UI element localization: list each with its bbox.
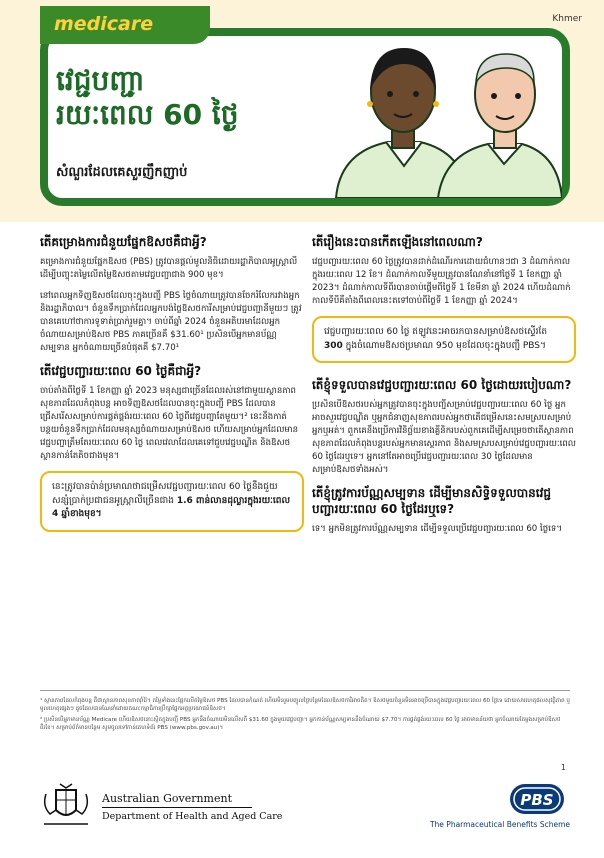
- australian-government-crest-icon: [40, 780, 92, 830]
- paragraph-pbs-funding: គម្រោងការជំនួយផ្នែកឱសថ (PBS) ត្រូវបានផ្ដល់មូលនិធិដោយរដ្ឋាភិបាលអូស្ត្រាលី ដើម្បីបញ្ចុះតម្លៃលើតម្លៃឱសថតាមវេជ្ជបញ្ជាជាង 900 មុខ។: [40, 257, 298, 280]
- page-subtitle: សំណួរដែលគេសួរញឹកញាប់: [56, 165, 188, 180]
- language-tag: Khmer: [552, 14, 582, 24]
- pbs-scheme-name: The Pharmaceutical Benefits Scheme: [429, 820, 570, 829]
- pbs-logo-text: PBS: [520, 791, 554, 809]
- title-line-1: វេជ្ជបញ្ជា: [56, 64, 145, 97]
- callout-medicines-count-value: 300: [324, 340, 343, 351]
- footnote-1: ¹ ស្ថានភាពដែលកំពុងបន្ត គឺជាស្ថានភាពសុខភាពរ៉ាំរ៉ៃ។ តម្លៃទាំងនេះផ្អែកលើតម្លៃឱសថ PBS ដែលបានកំណត់ ហើយមិនរួមបញ្ចូលថ្លៃបន្ថែមដែលឱសថការីអាចគិត។ ឱសថមួយចំនួនមិនអាចប្រើបានក្នុងវេជ្ជបញ្ជារយៈពេល 60 ថ្ងៃទេ ដោយសារហេតុផលសុវត្ថិភាព ឬមូលហេតុផ្សេងៗ ដូចដែលបានណែនាំដោយគណៈកម្មាធិការប្រឹក្សាផ្នែកអត្ថប្រយោជន៍ឱសថ។: [40, 698, 570, 712]
- heading-what-is-60-day: តើវេជ្ជបញ្ជារយៈពេល 60 ថ្ងៃគឺជាអ្វី?: [40, 364, 202, 378]
- callout-medicines-tail: ក្នុងចំណោមឱសថប្រមាណ 950 មុខដែលចុះក្នុងបញ្ជី PBS។: [345, 340, 546, 351]
- man-illustration: [438, 54, 562, 198]
- paragraph-stages: វេជ្ជបញ្ជារយៈពេល 60 ថ្ងៃត្រូវបានដាក់ដំណើរការដោយជំហានៗជា 3 ដំណាក់កាលក្នុងរយៈពេល 12 ខែ។ ដំណាក់កាលទីមួយត្រូវបានណែនាំនៅថ្ងៃទី 1 ខែកញ្ញា ឆ្នាំ 2023។ ដំណាក់កាលទីពីរបានចាប់ផ្ដើមពីថ្ងៃទី 1 ខែមីនា ឆ្នាំ 2024 ហើយដំណាក់កាលទីបីគឺតាំងពីពេលនេះតទៅចាប់ពីថ្ងៃទី 1 ខែកញ្ញា ឆ្នាំ 2024។: [312, 257, 571, 306]
- title-line-2: រយៈពេល 60 ថ្ងៃ: [56, 98, 239, 131]
- callout-savings: [40, 471, 304, 532]
- left-column: [40, 234, 304, 546]
- heading-what-is-pbs: តើគម្រោងការជំនួយផ្នែកឱសថគឺជាអ្វី?: [40, 235, 207, 249]
- paragraph-concession-card: ទេ។ អ្នកមិនត្រូវការប័ណ្ណសម្បទាន ដើម្បីទទួលប្រើវេជ្ជបញ្ជារយៈពេល 60 ថ្ងៃទេ។: [312, 524, 563, 534]
- footnotes: [40, 690, 570, 735]
- pbs-logo: [508, 782, 566, 816]
- footnote-2: ² ប្រសិនបើអ្នកមានប័ណ្ណ Medicare ហើយឱសថនោះស្ថិតក្នុងបញ្ជី PBS អ្នកនឹងចំណាយមិនលើសពី $31.60 ក្នុងមួយវេជ្ជបញ្ជា។ អ្នកកាន់ប័ណ្ណសម្បទាននឹងចំណាយ $7.70។ ការផ្គត់ផ្គង់រយៈពេល 60 ថ្ងៃ អាចមានន័យថា អ្នកចំណាយតែម្ដងសម្រាប់ឱសថពីរខែ។ សម្រាប់ព័ត៌មានបន្ថែម សូមចូលទៅកាន់គេហទំព័រ PBS (www.pbs.gov.au)។: [40, 717, 561, 731]
- brand-text: medicare: [54, 13, 154, 35]
- paragraph-60-day-explained: ចាប់តាំងពីថ្ងៃទី 1 ខែកញ្ញា ឆ្នាំ 2023 មនុស្សជាច្រើនដែលរស់នៅជាមួយស្ថានភាពសុខភាពដែលកំពុងបន្ត អាចទិញឱសថដែលបានចុះក្នុងបញ្ជី PBS ដែលបានជ្រើសរើសសម្រាប់ការផ្គត់ផ្គង់រយៈពេល 60 ថ្ងៃពីវេជ្ជបញ្ជាតែមួយ។² នេះនឹងកាត់បន្ថយចំនួនទឹកប្រាក់ដែលមនុស្សចំណាយសម្រាប់ឱសថ ហើយសម្រាប់អ្នកដែលមានវេជ្ជបញ្ជាត្រឹមតែរយៈពេល 60 ថ្ងៃ ពេលវេលាដែលគេទៅជួបវេជ្ជបណ្ឌិត និងឱសថស្ថានកាន់តែតិចជាងមុន។: [40, 386, 299, 461]
- paragraph-how-to-get: ប្រសិនបើឱសថរបស់អ្នកត្រូវបានចុះក្នុងបញ្ជីសម្រាប់វេជ្ជបញ្ជារយៈពេល 60 ថ្ងៃ អ្នកអាចសួរវេជ្ជបណ្ឌិត ឬអ្នកជំនាញសុខភាពរបស់អ្នកថាតើជម្រើសនេះសមស្របសម្រាប់អ្នកឬអត់។ ពួកគេនឹងប្រើការវិនិច្ឆ័យខាងគ្លីនិករបស់ពួកគេដើម្បីសម្រេចថាតើស្ថានភាពសុខភាពដែលកំពុងបន្តរបស់អ្នកមានស្ថេរភាព និងសមស្របសម្រាប់វេជ្ជបញ្ជារយៈពេល 60 ថ្ងៃដែរឬទេ។ អ្នកនៅតែអាចប្រើវេជ្ជបញ្ជារយៈពេល 30 ថ្ងៃដែលមានសម្រាប់ឱសថទាំងអស់។: [312, 400, 576, 475]
- people-illustration: [326, 34, 562, 198]
- callout-savings-amount: 1.6 ពាន់លានដុល្លារក្នុងរយៈពេល 4 ឆ្នាំខាងមុខ។: [52, 495, 291, 519]
- government-divider: [102, 807, 252, 808]
- department-name: Department of Health and Aged Care: [102, 811, 283, 822]
- hero-banner: [0, 0, 604, 222]
- heading-concession-card: តើខ្ញុំត្រូវការប័ណ្ណសម្បទាន ដើម្បីមានសិទ្ធិទទួលបានវេជ្ជបញ្ជារយៈពេល 60 ថ្ងៃដែរឬទេ?: [312, 486, 552, 516]
- paragraph-co-payment: នៅពេលអ្នកទិញឱសថដែលចុះក្នុងបញ្ជី PBS ថ្លៃចំណាយត្រូវបានចែករំលែករវាងអ្នក និងរដ្ឋាភិបាល។ ចំនួនទឹកប្រាក់ដែលអ្នកបង់ថ្លៃឱសថការីសម្រាប់វេជ្ជបញ្ជានីមួយៗ ត្រូវបានគេហៅថាការទូទាត់ប្រាក់រួមគ្នា។ ចាប់ពីឆ្នាំ 2024 ចំនួនអតិបរមាដែលអ្នកចំណាយសម្រាប់ឱសថ PBS ភាគច្រើនគឺ $31.60¹ ប្រសិនបើអ្នកមានប័ណ្ណសម្បទាន អ្នកចំណាយច្រើនបំផុតគឺ $7.70¹: [40, 291, 302, 353]
- government-name: Australian Government: [102, 792, 233, 805]
- page-number: 1: [560, 763, 566, 772]
- page-title: [56, 64, 316, 132]
- callout-medicines-count: [312, 316, 576, 363]
- footer: [40, 780, 570, 836]
- right-column: [312, 234, 576, 544]
- medicare-logo: [40, 6, 210, 44]
- heading-how-to-get: តើខ្ញុំទទួលបានវេជ្ជបញ្ជារយៈពេល 60 ថ្ងៃដោយរបៀបណា?: [312, 378, 572, 392]
- callout-savings-text: នេះត្រូវបានប៉ាន់ប្រមាណថាជម្រើសវេជ្ជបញ្ជារយៈពេល 60 ថ្ងៃនឹងជួយសន្សំប្រាក់ប្រជាជនអូស្ត្រាលីច្រើនជាង: [52, 482, 278, 506]
- heading-when: តើរឿងនេះបានកើតឡើងនៅពេលណា?: [312, 235, 483, 249]
- callout-medicines-text: វេជ្ជបញ្ជារយៈពេល 60 ថ្ងៃ ឥឡូវនេះអាចរកបានសម្រាប់ឱសថស្ទើរតែ: [324, 327, 548, 337]
